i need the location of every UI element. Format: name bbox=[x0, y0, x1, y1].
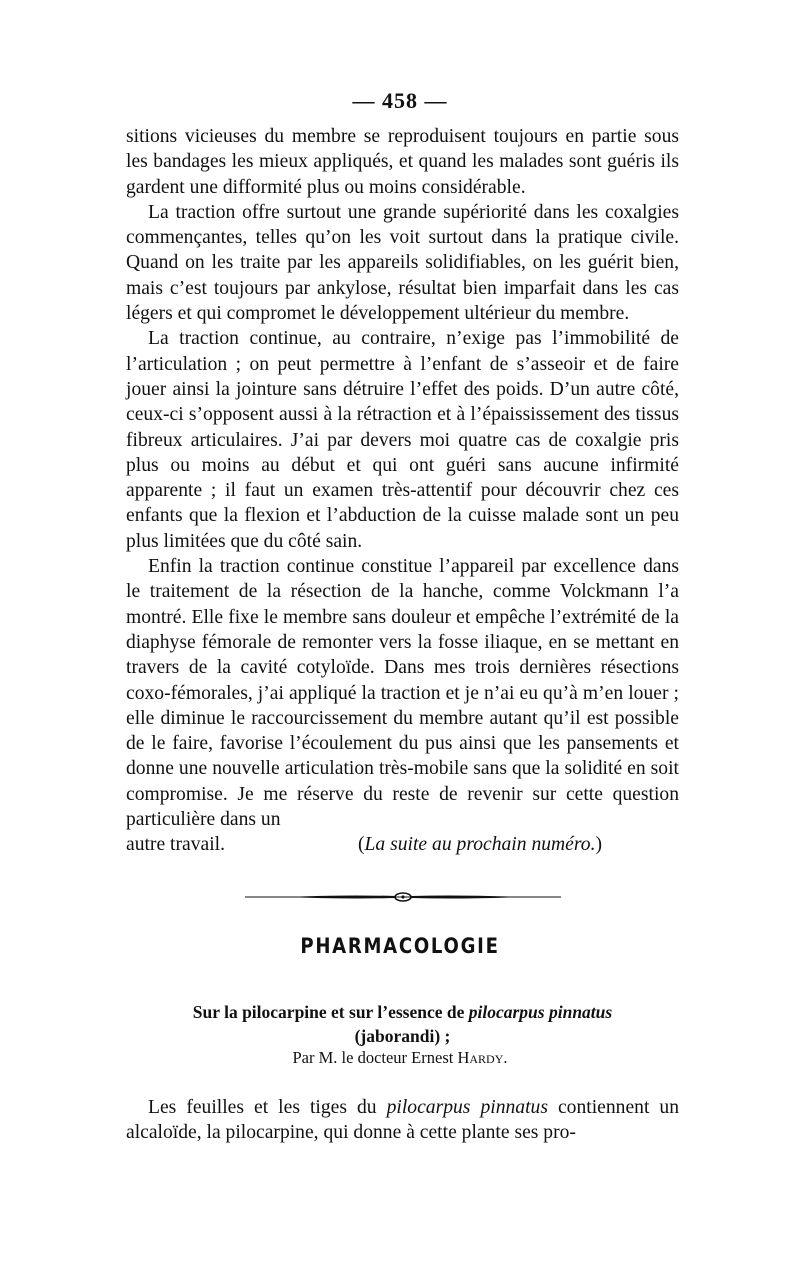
article-title-text-2: (jaborandi) ; bbox=[354, 1026, 451, 1046]
continued-note-text: La suite au prochain numéro. bbox=[364, 834, 596, 856]
author-suffix: . bbox=[503, 1048, 508, 1067]
author-prefix: Par M. le docteur Ernest bbox=[292, 1048, 458, 1067]
ornamental-divider bbox=[245, 891, 561, 903]
author-byline bbox=[0, 1048, 800, 1068]
paragraph: La traction continue, au contraire, n’exige pas l’immobilité de l’articulation ; on peut permettre à l’enfant de s’asseoir et de faire jouer ainsi la jointure sans détruire l’effet des poids. D’un autre côté, ceux-ci s’opposent aussi à la rétraction et à l’épaississement des tissus fibreux articulaires. J’ai par devers moi quatre cas de coxalgie pris plus ou moins au début et qui ont guéri sans aucune infirmité apparente ; il faut un examen très-attentif pour découvrir chez ces enfants que la flexion et l’abduction de la cuisse malade sont un peu plus limitées que du côté sain. bbox=[126, 328, 679, 552]
article-text-2: contiennent un alcaloïde, la pilocarpine, qui donne à cette plante ses pro- bbox=[126, 1097, 679, 1144]
paren-open: ( bbox=[358, 834, 365, 856]
article-text: Les feuilles et les tiges du bbox=[148, 1097, 387, 1118]
article-text-latin: pilocarpus pinnatus bbox=[386, 1097, 548, 1118]
paragraph: Enfin la traction continue constitue l’appareil par excellence dans le traitement de la résection de la hanche, comme Volckmann l’a montré. Elle fixe le membre sans douleur et empêche l’extrémité de la diaphyse fémorale de remonter vers la fosse iliaque, en se mettant en travers de la cavité cotyloïde. Dans mes trois dernières résections coxo-fémorales, j’ai appliqué la traction et je n’ai eu qu’à m’en louer ; elle diminue le raccourcissement du membre autant qu’il est possible de le faire, favorise l’écoulement du pus ainsi que les pansements et donne une nouvelle articulation très-mobile sans que la solidité en soit compromise. Je me réserve du reste de revenir sur cette question particulière dans un bbox=[126, 556, 679, 831]
article-body bbox=[126, 1095, 679, 1146]
closing-line bbox=[126, 832, 679, 857]
paragraph: sitions vicieuses du membre se reproduisent toujours en partie sous les bandages les mieux appliqués, et quand les malades sont guéris ils gardent une difformité plus ou moins considérable. bbox=[126, 126, 679, 198]
article-title-latin: pilocarpus pinnatus bbox=[468, 1002, 613, 1022]
page-number: — 458 — bbox=[352, 88, 448, 113]
closing-text: autre travail. bbox=[126, 834, 226, 856]
article-continuation bbox=[126, 124, 679, 857]
paragraph: La traction offre surtout une grande supériorité dans les coxalgies commençantes, telles qu’on les voit surtout dans la pratique civile. Quand on les traite par les appareils solidifiables, on les guérit bien, mais c’est toujours par ankylose, résultat bien imparfait dans les cas légers et qui compromet le développement ultérieur du membre. bbox=[126, 201, 679, 325]
article-title-text: Sur la pilocarpine et sur l’essence de bbox=[192, 1002, 469, 1022]
continued-note bbox=[358, 832, 602, 857]
article-title bbox=[126, 1000, 679, 1048]
paren-close: ) bbox=[595, 834, 603, 856]
section-title: PHARMACOLOGIE bbox=[300, 934, 500, 958]
author-name: Hardy bbox=[457, 1048, 504, 1067]
